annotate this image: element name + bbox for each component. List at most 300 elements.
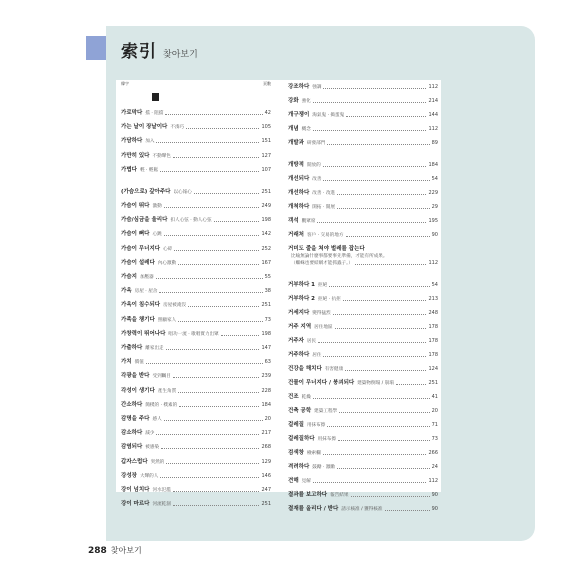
entry-row xyxy=(121,138,271,145)
leader-dots xyxy=(156,434,259,435)
entry-translation: 報告結果 xyxy=(330,493,349,499)
entry-page: 198 xyxy=(261,217,271,224)
entry-row xyxy=(288,162,438,169)
entry-translation: 居民 xyxy=(306,339,317,345)
entry-keyword: 가만히 있다 xyxy=(121,152,150,159)
leader-dots xyxy=(313,130,427,131)
entry-translation: 不湊巧 xyxy=(170,125,185,131)
index-entry xyxy=(288,84,438,91)
index-entry xyxy=(121,110,271,117)
entry-translation: 減少 xyxy=(145,431,155,437)
entry-page: 228 xyxy=(261,387,271,394)
entry-page: 184 xyxy=(261,401,271,408)
index-entry xyxy=(288,492,438,499)
entry-keyword: 각광을 받다 xyxy=(121,373,150,380)
entry-page: 112 xyxy=(428,478,438,485)
entry-row xyxy=(121,345,271,352)
entry-row xyxy=(121,302,271,309)
leader-dots xyxy=(346,116,426,117)
leader-dots xyxy=(178,264,259,265)
page-header xyxy=(121,37,198,62)
entry-row xyxy=(121,231,271,238)
entry-row xyxy=(288,380,438,387)
index-entry xyxy=(121,459,271,466)
leader-dots xyxy=(329,286,429,287)
index-entry xyxy=(288,162,438,169)
entry-page: 217 xyxy=(261,430,271,437)
entry-row xyxy=(288,246,438,253)
entry-page: 144 xyxy=(428,112,438,118)
entry-row xyxy=(288,408,438,415)
entry-keyword: 감소하다 xyxy=(121,430,143,437)
leader-dots xyxy=(327,144,429,145)
entry-page: 198 xyxy=(261,330,271,337)
entry-page: 178 xyxy=(428,324,438,331)
leader-dots xyxy=(313,398,430,399)
entry-translation: 強化 xyxy=(301,99,311,104)
entry-page: 251 xyxy=(261,302,271,309)
leader-dots xyxy=(323,454,427,455)
entry-explanation: 比喻無論什麼事都要事先準備，才能有所成果。 xyxy=(291,253,388,259)
index-column-left xyxy=(121,80,271,508)
entry-row xyxy=(121,317,271,324)
entry-keyword: 가치 xyxy=(121,359,132,366)
leader-dots xyxy=(173,505,260,506)
entry-page: 20 xyxy=(264,416,271,422)
entry-keyword: 가로막다 xyxy=(121,110,143,116)
entry-page: 71 xyxy=(431,422,438,429)
entry-translation: 河水氾濫 xyxy=(152,488,171,493)
entry-keyword: 개구쟁이 xyxy=(288,112,310,118)
leader-dots xyxy=(156,142,259,143)
entry-row xyxy=(288,204,438,211)
leader-dots xyxy=(338,440,430,441)
index-entry xyxy=(121,345,271,352)
entry-translation: 請示核准 / 獲得核准 xyxy=(341,507,383,513)
entry-translation: 居住 xyxy=(312,353,322,359)
index-entry xyxy=(121,416,271,423)
entry-row xyxy=(288,218,438,225)
entry-row xyxy=(288,112,438,119)
entry-page: 167 xyxy=(261,259,271,266)
entry-translation: 簡樸的 · 樸素的 xyxy=(145,402,178,408)
leader-dots xyxy=(173,157,260,158)
entry-page: 54 xyxy=(431,175,438,182)
index-entry xyxy=(288,380,438,387)
entry-translation: 用抹布擦 xyxy=(317,437,336,443)
leader-dots xyxy=(317,222,426,223)
entry-page: 266 xyxy=(428,450,438,457)
leader-dots xyxy=(186,128,259,129)
index-entry xyxy=(288,352,438,359)
leader-dots xyxy=(214,221,260,222)
entry-page: 73 xyxy=(431,436,438,443)
entry-row xyxy=(288,394,438,401)
entry-translation: 唱功一流 · 歌唱實力出眾 xyxy=(168,331,219,337)
entry-translation: 內心激動 xyxy=(157,260,177,266)
entry-translation: 加入 xyxy=(145,139,155,145)
entry-row xyxy=(288,84,438,91)
entry-row xyxy=(288,338,438,345)
index-entry xyxy=(288,324,438,331)
entry-translation: 用抹布擦 xyxy=(306,423,326,429)
entry-translation: 房屋被淹沒 xyxy=(163,303,187,309)
leader-dots xyxy=(335,328,427,329)
entry-translation: 開放的 xyxy=(306,162,321,168)
entry-keyword: 건강을 해치다 xyxy=(288,366,322,373)
entry-page: 107 xyxy=(261,166,271,173)
entry-translation: 心跳 xyxy=(152,232,162,238)
entry-translation: 有害健康 xyxy=(324,367,344,373)
entry-translation: 改善 xyxy=(312,176,322,182)
entry-keyword: 거미도 줄을 쳐야 벌레를 잡는다 xyxy=(288,245,365,252)
entry-translation: 研發部門 xyxy=(306,141,326,146)
entry-page: 142 xyxy=(261,231,271,238)
entry-translation: 房屋 · 屋舍 xyxy=(134,289,158,295)
entry-keyword: 걸레질하다 xyxy=(288,436,315,443)
entry-keyword: 거래처 xyxy=(288,231,304,238)
entry-translation: 被感染 xyxy=(145,445,160,451)
entry-translation: 以心報心 xyxy=(173,189,192,195)
entry-page: 248 xyxy=(428,310,438,317)
entry-row xyxy=(288,176,438,183)
entry-row xyxy=(121,373,271,380)
entry-row xyxy=(288,324,438,331)
entry-row xyxy=(288,232,438,239)
index-entry xyxy=(288,366,438,373)
index-entry xyxy=(288,422,438,429)
entry-keyword: 거주자 xyxy=(288,338,304,345)
entry-row xyxy=(121,444,271,451)
section-color-tab xyxy=(86,36,106,60)
entry-translation: 受到矚目 xyxy=(152,374,171,380)
leader-dots xyxy=(166,463,259,464)
entry-row xyxy=(121,402,271,409)
index-entry xyxy=(121,501,271,508)
entry-translation: 不動聲色 xyxy=(152,153,171,159)
entry-page: 251 xyxy=(261,188,271,195)
entry-keyword: 갑자스럽다 xyxy=(121,458,148,465)
entry-translation: 加壓器 xyxy=(139,275,154,280)
page-footer xyxy=(88,545,142,556)
page-number: 288 xyxy=(88,546,107,556)
entry-row xyxy=(121,459,271,466)
leader-dots xyxy=(323,180,429,181)
entry-translation: 變得猛烈 xyxy=(312,311,331,317)
index-entry xyxy=(121,274,271,281)
leader-dots xyxy=(327,426,429,427)
entry-page: 249 xyxy=(261,203,271,209)
entry-keyword: 결과를 보고하다 xyxy=(288,492,328,499)
leader-dots xyxy=(337,194,426,195)
leader-dots xyxy=(164,420,263,421)
entry-page: 178 xyxy=(428,338,438,345)
entry-translation: 突然的 xyxy=(150,459,165,465)
index-entry xyxy=(288,282,438,289)
index-entry xyxy=(288,190,438,197)
index-entry xyxy=(288,338,438,345)
entry-translation: 離家出走 xyxy=(145,346,164,351)
entry-keyword: 거세지다 xyxy=(288,310,310,317)
entry-keyword: 개방적 xyxy=(288,161,304,168)
entry-page: 146 xyxy=(261,472,271,479)
index-entry xyxy=(288,98,438,105)
index-entry xyxy=(121,124,271,131)
entry-row xyxy=(288,422,438,429)
leader-dots xyxy=(194,193,260,194)
leader-dots xyxy=(174,250,259,251)
index-entry xyxy=(121,444,271,451)
entry-page: 213 xyxy=(428,296,438,303)
entry-page: 251 xyxy=(261,501,271,508)
column-header-left: 韓字 xyxy=(121,81,129,86)
entry-keyword: 개발과 xyxy=(288,140,304,146)
index-entry xyxy=(121,317,271,324)
leader-dots xyxy=(188,306,259,307)
index-entry xyxy=(288,464,438,471)
index-entry xyxy=(288,450,438,457)
entry-page: 252 xyxy=(261,245,271,252)
entry-translation: 建築物倒塌 / 崩塌 xyxy=(357,381,394,387)
entry-row xyxy=(121,501,271,508)
entry-page: 90 xyxy=(431,506,438,513)
entry-row xyxy=(121,274,271,281)
entry-keyword: 객석 xyxy=(288,217,299,224)
entry-translation: 乾燥 xyxy=(301,395,311,401)
leader-dots xyxy=(313,102,427,103)
entry-page: 247 xyxy=(261,487,271,493)
entry-page: 112 xyxy=(428,259,438,266)
entry-row xyxy=(288,310,438,317)
entry-translation: 心碎 xyxy=(163,246,173,252)
index-entry xyxy=(121,260,271,267)
entry-translation: 建築工程學 xyxy=(314,409,338,415)
leader-dots xyxy=(178,392,259,393)
entry-keyword: 가창력이 뛰어나다 xyxy=(121,330,166,337)
entry-keyword: 건물이 무너지다 / 붕괴되다 xyxy=(288,380,355,387)
index-page xyxy=(116,80,441,513)
entry-page: 184 xyxy=(428,161,438,168)
entry-translation: 產生角質 xyxy=(157,388,177,394)
entry-keyword: 개선되다 xyxy=(288,175,310,182)
entry-page: 129 xyxy=(261,458,271,465)
entry-page: 251 xyxy=(428,380,438,387)
leader-dots xyxy=(179,406,259,407)
entry-row xyxy=(288,450,438,457)
entry-translation: 感人 xyxy=(152,417,162,422)
entry-keyword: 간소하다 xyxy=(121,401,143,408)
leader-dots xyxy=(164,207,260,208)
entry-page: 55 xyxy=(264,274,271,280)
entry-page: 38 xyxy=(264,288,271,295)
entry-page: 112 xyxy=(428,84,438,90)
entry-translation: 拒絕 · 抗拒 xyxy=(318,297,341,303)
entry-keyword: 거부하다 2 xyxy=(288,296,315,303)
entry-translation: 改善 · 改進 xyxy=(312,190,336,196)
entry-page: 112 xyxy=(428,126,438,132)
entry-row xyxy=(288,140,438,147)
entry-row xyxy=(288,296,438,303)
entry-translation: 開拓 · 開展 xyxy=(312,204,336,210)
index-entry xyxy=(121,430,271,437)
entry-row xyxy=(121,359,271,366)
entry-page: 73 xyxy=(264,316,271,323)
entry-row xyxy=(288,126,438,133)
leader-dots xyxy=(323,356,426,357)
leader-dots xyxy=(160,477,259,478)
entry-row xyxy=(121,388,271,395)
entry-keyword: 결재를 올리다 / 받다 xyxy=(288,506,339,513)
index-entry xyxy=(121,359,271,366)
entry-row xyxy=(288,436,438,443)
entry-translation: 強調 xyxy=(312,85,322,90)
entry-row xyxy=(121,331,271,338)
index-entry xyxy=(121,487,271,494)
entry-keyword: 견해 xyxy=(288,478,299,485)
entry-row xyxy=(288,260,438,267)
entry-translation: 大聲的人 xyxy=(139,473,159,479)
index-entry xyxy=(121,388,271,395)
entry-keyword: 가슴이 뻐다 xyxy=(121,231,150,238)
entry-translation: 扣人心弦 · 動人心弦 xyxy=(170,218,212,224)
index-entry xyxy=(288,296,438,303)
entry-keyword: 가족을 챙기다 xyxy=(121,316,155,323)
leader-dots xyxy=(346,236,430,237)
entry-page: 239 xyxy=(261,373,271,380)
entry-keyword: 강성장 xyxy=(121,472,137,479)
index-entry xyxy=(121,246,271,253)
index-entry xyxy=(121,167,271,174)
entry-keyword: 가슴이 설레다 xyxy=(121,259,155,266)
leader-dots xyxy=(385,510,430,511)
entry-keyword: 각성이 생기다 xyxy=(121,387,155,394)
index-entry xyxy=(121,331,271,338)
entry-page: 229 xyxy=(428,189,438,196)
entry-row xyxy=(288,352,438,359)
entry-page: 63 xyxy=(264,359,271,366)
leader-dots xyxy=(318,342,426,343)
entry-row xyxy=(288,282,438,289)
entry-keyword: 격려하다 xyxy=(288,464,310,471)
leader-dots xyxy=(160,171,259,172)
entry-translation: 鼓勵 · 激勵 xyxy=(312,465,336,471)
index-entry xyxy=(121,231,271,238)
index-entry xyxy=(121,302,271,309)
entry-keyword: 감염되다 xyxy=(121,444,143,451)
entry-row xyxy=(121,189,271,196)
footer-label: 찾아보기 xyxy=(110,546,142,555)
index-entry xyxy=(288,408,438,415)
index-entry xyxy=(288,246,438,267)
leader-dots xyxy=(323,88,426,89)
index-entry xyxy=(288,112,438,119)
leader-dots xyxy=(166,349,260,350)
entry-page: 151 xyxy=(261,138,271,145)
entry-keyword: 가옥 xyxy=(121,288,132,295)
entry-row xyxy=(288,366,438,373)
leader-dots xyxy=(345,370,426,371)
entry-keyword: 가슴이 뛰다 xyxy=(121,203,150,209)
leader-dots xyxy=(156,278,263,279)
leader-dots xyxy=(159,292,262,293)
entry-keyword: (가슴으로) 갚아주다 xyxy=(121,188,171,195)
entry-row xyxy=(121,110,271,117)
index-entry xyxy=(121,402,271,409)
index-entry xyxy=(288,126,438,133)
entry-page: 124 xyxy=(428,366,438,373)
index-entry xyxy=(288,310,438,317)
index-entry xyxy=(121,189,271,196)
leader-dots xyxy=(337,468,430,469)
entry-page: 178 xyxy=(428,352,438,359)
entry-keyword: 거주 지역 xyxy=(288,324,312,331)
entry-page: 90 xyxy=(431,231,438,238)
index-entry xyxy=(121,288,271,295)
entry-page: 89 xyxy=(431,140,438,146)
entry-translation: 河流乾涸 xyxy=(152,502,171,508)
leader-dots xyxy=(323,166,427,167)
entry-translation: 見解 xyxy=(301,479,311,485)
column-header xyxy=(121,80,271,88)
entry-keyword: 개선하다 xyxy=(288,189,310,196)
entry-page: 214 xyxy=(428,98,438,104)
leader-dots xyxy=(161,448,259,449)
leader-dots xyxy=(165,114,262,115)
entry-translation: 觀眾席 xyxy=(301,218,316,224)
entry-keyword: 건축 공학 xyxy=(288,408,312,415)
entry-keyword: 강화 xyxy=(288,98,299,104)
index-entry xyxy=(288,176,438,183)
entry-page: 42 xyxy=(264,110,271,116)
index-entry xyxy=(288,478,438,485)
leader-dots xyxy=(355,264,426,265)
entry-row xyxy=(121,260,271,267)
leader-dots xyxy=(396,384,427,385)
entry-row xyxy=(121,487,271,494)
entry-row xyxy=(121,124,271,131)
leader-dots xyxy=(173,491,260,492)
entry-page: 20 xyxy=(431,408,438,415)
index-entry xyxy=(121,473,271,480)
entry-translation: 照顧家人 xyxy=(157,317,177,323)
entry-translation: 檢索欄 xyxy=(306,451,321,457)
entry-keyword: 가슴/심금을 울리다 xyxy=(121,217,168,224)
entry-row xyxy=(121,167,271,174)
leader-dots xyxy=(164,235,260,236)
entry-row xyxy=(121,153,271,160)
index-entry xyxy=(121,203,271,210)
entry-page: 24 xyxy=(431,464,438,471)
column-header-right: 頁數 xyxy=(263,81,271,86)
entry-translation: 客戶 · 交易的地方 xyxy=(306,232,344,238)
entry-translation: 激動 xyxy=(152,204,162,209)
entry-keyword: 가볍다 xyxy=(121,166,137,173)
entry-page: 147 xyxy=(261,345,271,351)
entry-row xyxy=(121,288,271,295)
entry-row xyxy=(288,190,438,197)
entry-row xyxy=(288,506,438,513)
leader-dots xyxy=(337,208,430,209)
leader-dots xyxy=(333,314,427,315)
entry-page: 105 xyxy=(261,124,271,131)
leader-dots xyxy=(146,363,263,364)
index-entry xyxy=(121,217,271,224)
leader-dots xyxy=(178,321,262,322)
entry-page: 29 xyxy=(431,203,438,210)
entry-translation: 概念 xyxy=(301,127,311,132)
entry-row xyxy=(121,416,271,423)
entry-page: 127 xyxy=(261,152,271,159)
